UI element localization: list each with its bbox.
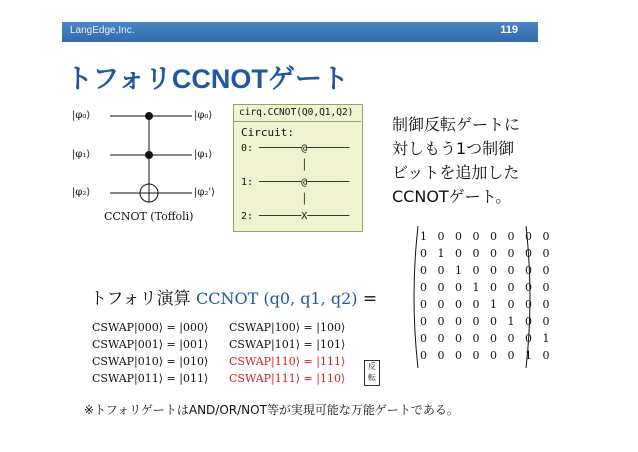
- title-latin: CCNOT: [171, 64, 268, 94]
- control-dot-0: [145, 112, 153, 120]
- matrix-row: 0 0 0 0 0 1 0 0: [420, 315, 553, 328]
- cswap-right-2-highlighted: CSWAP|110⟩ = |111⟩: [229, 355, 346, 368]
- toffoli-op-label: トフォリ演算: [90, 289, 191, 309]
- ccnot-description: [392, 113, 572, 209]
- title-prefix: トフォリ: [66, 64, 172, 95]
- cswap-right-3-highlighted: CSWAP|111⟩ = |110⟩: [229, 372, 346, 385]
- cswap-left-1: CSWAP|001⟩ = |001⟩: [92, 338, 209, 351]
- toffoli-operation: [90, 284, 377, 309]
- matrix-row: 0 0 0 0 0 0 1 0: [420, 349, 553, 362]
- flip-label-char-1: 転: [368, 373, 376, 382]
- ccnot-matrix: [408, 224, 553, 370]
- toffoli-op-formula: CCNOT (q0, q1, q2): [196, 289, 358, 308]
- cswap-right-0: CSWAP|100⟩ = |100⟩: [229, 321, 346, 334]
- input-label-2: |φ₂⟩: [72, 187, 91, 198]
- input-label-1: |φ₁⟩: [72, 149, 91, 160]
- input-label-0: |φ₀⟩: [72, 110, 91, 121]
- output-label-2: |φ₂'⟩: [194, 187, 216, 198]
- cirq-line-2: │: [241, 160, 308, 171]
- cirq-line-4: │: [241, 194, 308, 205]
- footnote: ※トフォリゲートはAND/OR/NOT等が実現可能な万能ゲートである。: [84, 403, 459, 417]
- page-title: [66, 57, 349, 96]
- flip-label-char-0: 反: [368, 362, 376, 371]
- output-label-0: |φ₀⟩: [194, 110, 213, 121]
- cirq-line-5: 2: ───────X───────: [241, 211, 350, 222]
- control-dot-1: [145, 151, 153, 159]
- cirq-line-1: 0: ───────@───────: [241, 143, 350, 154]
- cirq-line-0: Circuit:: [241, 126, 294, 139]
- cswap-left-2: CSWAP|010⟩ = |010⟩: [92, 355, 209, 368]
- output-label-1: |φ₁⟩: [194, 149, 213, 160]
- matrix-row: 1 0 0 0 0 0 0 0: [420, 230, 553, 243]
- matrix-row: 0 0 0 0 1 0 0 0: [420, 298, 553, 311]
- cswap-right-1: CSWAP|101⟩ = |101⟩: [229, 338, 346, 351]
- description-line-0: 制御反転ゲートに: [392, 115, 521, 134]
- description-line-2: ビットを追加した: [392, 163, 520, 182]
- description-line-1: 対しもう1つ制御: [392, 139, 515, 158]
- title-suffix: ゲート: [267, 64, 349, 95]
- company-name: LangEdge,Inc.: [70, 25, 135, 36]
- matrix-row: 0 0 1 0 0 0 0 0: [420, 264, 553, 277]
- cirq-line-3: 1: ───────@───────: [241, 177, 350, 188]
- description-line-3: CCNOTゲート。: [392, 187, 512, 206]
- header-bar: [62, 22, 538, 42]
- toffoli-op-equals: =: [362, 289, 378, 309]
- flip-label-box: [364, 360, 380, 386]
- cswap-left-0: CSWAP|000⟩ = |000⟩: [92, 321, 209, 334]
- matrix-row: 0 0 0 1 0 0 0 0: [420, 281, 553, 294]
- matrix-row: 0 1 0 0 0 0 0 0: [420, 247, 553, 260]
- cswap-left-3: CSWAP|011⟩ = |011⟩: [92, 372, 209, 385]
- cirq-code-header: cirq.CCNOT(Q0,Q1,Q2): [233, 104, 361, 122]
- page-number: 119: [500, 24, 518, 36]
- matrix-row: 0 0 0 0 0 0 0 1: [420, 332, 553, 345]
- circuit-caption: CCNOT (Toffoli): [104, 210, 194, 223]
